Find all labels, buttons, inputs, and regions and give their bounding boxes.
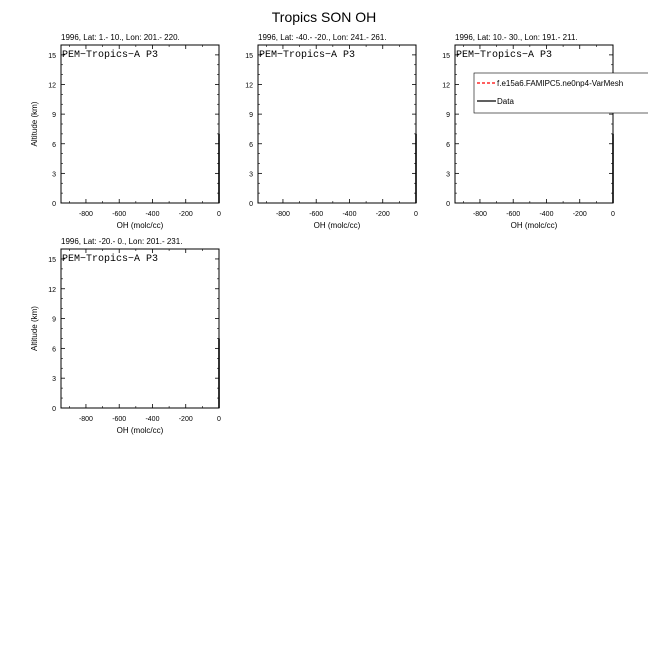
y-tick-label: 3: [446, 171, 450, 179]
y-tick-label: 3: [52, 376, 56, 384]
y-axis-title: Altitude (km): [30, 101, 39, 147]
y-tick-label: 0: [52, 406, 56, 413]
y-tick-label: 12: [48, 286, 56, 294]
y-tick-label: 0: [249, 201, 253, 208]
panel-header: 1996, Lat: -40.- -20., Lon: 241.- 261.: [258, 33, 387, 42]
x-tick-label: -400: [539, 211, 554, 218]
x-tick-label: -800: [472, 211, 487, 218]
y-tick-label: 6: [446, 141, 450, 149]
x-tick-label: -200: [375, 211, 390, 218]
y-tick-label: 15: [48, 52, 56, 60]
panel-header: 1996, Lat: 10.- 30., Lon: 191.- 211.: [455, 33, 578, 42]
x-tick-label: 0: [611, 211, 615, 218]
y-tick-label: 15: [48, 256, 56, 264]
x-tick-label: -200: [572, 211, 587, 218]
x-axis-title: OH (molc/cc): [313, 221, 361, 230]
x-tick-label: 0: [414, 211, 418, 218]
y-tick-label: 6: [249, 141, 253, 149]
legend: [474, 73, 648, 113]
y-tick-label: 12: [442, 82, 450, 90]
x-tick-label: -600: [112, 211, 127, 218]
y-tick-label: 0: [52, 201, 56, 208]
x-tick-label: 0: [217, 416, 221, 423]
x-tick-label: -200: [178, 416, 193, 423]
y-tick-label: 3: [249, 171, 253, 179]
x-axis-title: OH (molc/cc): [116, 221, 164, 230]
y-axis-title: Altitude (km): [30, 306, 39, 351]
y-tick-label: 0: [446, 201, 450, 208]
campaign-label: PEM−Tropics−A P3: [456, 50, 553, 61]
x-tick-label: -200: [178, 211, 193, 218]
y-tick-label: 9: [52, 316, 56, 324]
y-tick-label: 15: [245, 52, 253, 60]
campaign-label: PEM−Tropics−A P3: [62, 50, 159, 61]
campaign-label: PEM−Tropics−A P3: [62, 254, 159, 265]
x-tick-label: -400: [145, 211, 160, 218]
x-axis-title: OH (molc/cc): [116, 426, 164, 435]
x-tick-label: -600: [309, 211, 324, 218]
x-tick-label: -600: [112, 416, 127, 423]
y-tick-label: 12: [245, 82, 253, 90]
y-tick-label: 15: [442, 52, 450, 60]
y-tick-label: 12: [48, 82, 56, 90]
panel-header: 1996, Lat: -20.- 0., Lon: 201.- 231.: [61, 237, 183, 246]
x-tick-label: -800: [275, 211, 290, 218]
legend-label: Data: [497, 97, 514, 106]
legend-label: f.e15a6.FAMIPC5.ne0np4-VarMesh: [497, 79, 624, 88]
x-tick-label: -800: [78, 211, 93, 218]
panel-header: 1996, Lat: 1.- 10., Lon: 201.- 220.: [61, 33, 180, 42]
y-tick-label: 6: [52, 141, 56, 149]
campaign-label: PEM−Tropics−A P3: [259, 50, 356, 61]
x-tick-label: -400: [145, 416, 160, 423]
y-tick-label: 9: [249, 112, 253, 120]
figure-title: Tropics SON OH: [271, 9, 377, 25]
x-tick-label: -600: [506, 211, 521, 218]
y-tick-label: 9: [446, 112, 450, 120]
y-tick-label: 6: [52, 346, 56, 354]
x-tick-label: -400: [342, 211, 357, 218]
x-tick-label: 0: [217, 211, 221, 218]
y-tick-label: 9: [52, 112, 56, 120]
x-axis-title: OH (molc/cc): [510, 221, 558, 230]
x-tick-label: -800: [78, 416, 93, 423]
y-tick-label: 3: [52, 171, 56, 179]
